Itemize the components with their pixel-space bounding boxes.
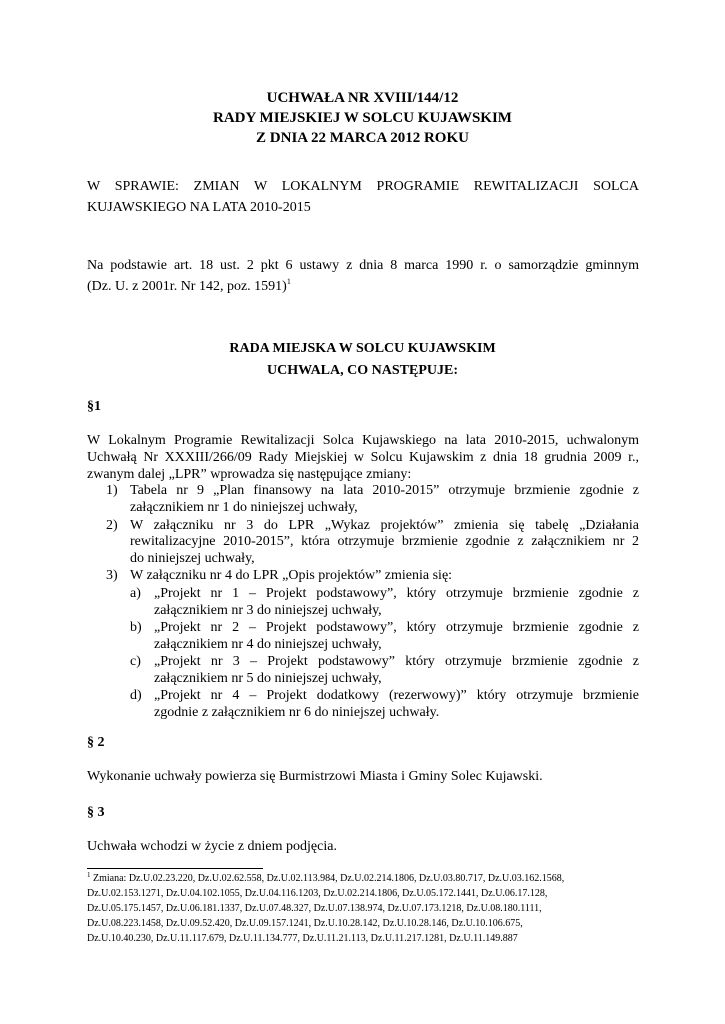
- section-heading: § 2: [87, 735, 105, 750]
- sublist-item-line: zgodnie z załącznikiem nr 6 do niniejszej uchwały.: [154, 705, 440, 720]
- footnote-reference: 1: [286, 277, 291, 286]
- footnote-mark: 1: [87, 871, 91, 879]
- sublist-item-line: „Projekt nr 3 – Projekt podstawowy” który otrzymuje brzmienie zgodnie z: [154, 654, 639, 669]
- resolution-number: UCHWAŁA NR XVIII/144/12: [266, 90, 459, 106]
- paragraph-line: Wykonanie uchwały powierza się Burmistrzowi Miasta i Gminy Solec Kujawski.: [87, 769, 543, 784]
- legal-basis-text: (Dz. U. z 2001r. Nr 142, poz. 1591): [87, 279, 287, 294]
- sublist-item-line: „Projekt nr 1 – Projekt podstawowy”, który otrzymuje brzmienie zgodnie z: [154, 586, 639, 601]
- paragraph-line: zwanym dalej „LPR” wprowadza się następujące zmiany:: [87, 467, 412, 482]
- list-number: 3): [106, 568, 118, 583]
- list-item-line: Tabela nr 9 „Plan finansowy na lata 2010-2015” otrzymuje brzmienie zgodnie z: [130, 483, 639, 498]
- list-item-line: W załączniku nr 4 do LPR „Opis projektów” zmienia się:: [130, 568, 453, 583]
- footnote-line: Dz.U.10.40.230, Dz.U.11.117.679, Dz.U.11.134.777, Dz.U.11.21.113, Dz.U.11.217.1281, Dz.U.11.149.887: [87, 933, 518, 944]
- paragraph-line: W Lokalnym Programie Rewitalizacji Solca Kujawskiego na lata 2010-2015, uchwalonym: [87, 433, 639, 448]
- list-item-line: załącznikiem nr 1 do niniejszej uchwały,: [130, 500, 358, 515]
- footnote-separator: [87, 868, 263, 869]
- list-number: 2): [106, 518, 118, 533]
- paragraph-line: Uchwała wchodzi w życie z dniem podjęcia.: [87, 839, 337, 854]
- footnote-text: Zmiana: Dz.U.02.23.220, Dz.U.02.62.558, Dz.U.02.113.984, Dz.U.02.214.1806, Dz.U.03.80.717, Dz.U.03.162.1568,: [90, 873, 565, 884]
- footnote-line: Dz.U.05.175.1457, Dz.U.06.181.1337, Dz.U.07.48.327, Dz.U.07.138.974, Dz.U.07.173.1218, Dz.U.08.180.1111,: [87, 903, 542, 914]
- subject-line: W SPRAWIE: ZMIAN W LOKALNYM PROGRAMIE REWITALIZACJI SOLCA: [87, 179, 639, 194]
- sublist-item-line: załącznikiem nr 3 do niniejszej uchwały,: [154, 603, 382, 618]
- sublist-item-line: załącznikiem nr 5 do niniejszej uchwały,: [154, 671, 382, 686]
- subject-line: KUJAWSKIEGO NA LATA 2010-2015: [87, 200, 311, 215]
- footnote-line: Dz.U.02.153.1271, Dz.U.04.102.1055, Dz.U.04.116.1203, Dz.U.02.214.1806, Dz.U.05.172.1441, Dz.U.06.17.128,: [87, 888, 548, 899]
- sublist-item-line: „Projekt nr 2 – Projekt podstawowy”, który otrzymuje brzmienie zgodnie z: [154, 620, 639, 635]
- list-item-line: do niniejszej uchwały,: [130, 551, 255, 566]
- footnote-line: [87, 872, 564, 885]
- council-name: RADY MIEJSKIEJ W SOLCU KUJAWSKIM: [213, 110, 512, 126]
- legal-basis-line: [87, 278, 291, 295]
- list-number: 1): [106, 483, 118, 498]
- sublist-letter: d): [130, 688, 142, 703]
- sublist-item-line: „Projekt nr 4 – Projekt dodatkowy (rezerwowy)” który otrzymuje brzmienie: [154, 688, 639, 703]
- list-item-line: rewitalizacyjne 2010-2015”, która otrzymuje brzmienie zgodnie z załącznikiem nr 2: [130, 534, 639, 549]
- section-heading: §1: [87, 399, 101, 414]
- sublist-item-line: załącznikiem nr 4 do niniejszej uchwały,: [154, 637, 382, 652]
- footnote-line: Dz.U.08.223.1458, Dz.U.09.52.420, Dz.U.09.157.1241, Dz.U.10.28.142, Dz.U.10.28.146, Dz.U.10.106.675,: [87, 918, 523, 929]
- list-item-line: W załączniku nr 3 do LPR „Wykaz projektów” zmienia się tabelę „Działania: [130, 518, 639, 533]
- sublist-letter: a): [130, 586, 141, 601]
- resolution-date: Z DNIA 22 MARCA 2012 ROKU: [256, 130, 469, 146]
- section-heading: § 3: [87, 805, 105, 820]
- paragraph-line: Uchwałą Nr XXXIII/266/09 Rady Miejskiej w Solcu Kujawskim z dnia 18 grudnia 2009 r.,: [87, 450, 639, 465]
- sublist-letter: b): [130, 620, 142, 635]
- council-heading: UCHWALA, CO NASTĘPUJE:: [267, 363, 458, 378]
- council-heading: RADA MIEJSKA W SOLCU KUJAWSKIM: [229, 341, 496, 356]
- legal-basis-line: Na podstawie art. 18 ust. 2 pkt 6 ustawy z dnia 8 marca 1990 r. o samorządzie gminnym: [87, 258, 639, 273]
- sublist-letter: c): [130, 654, 141, 669]
